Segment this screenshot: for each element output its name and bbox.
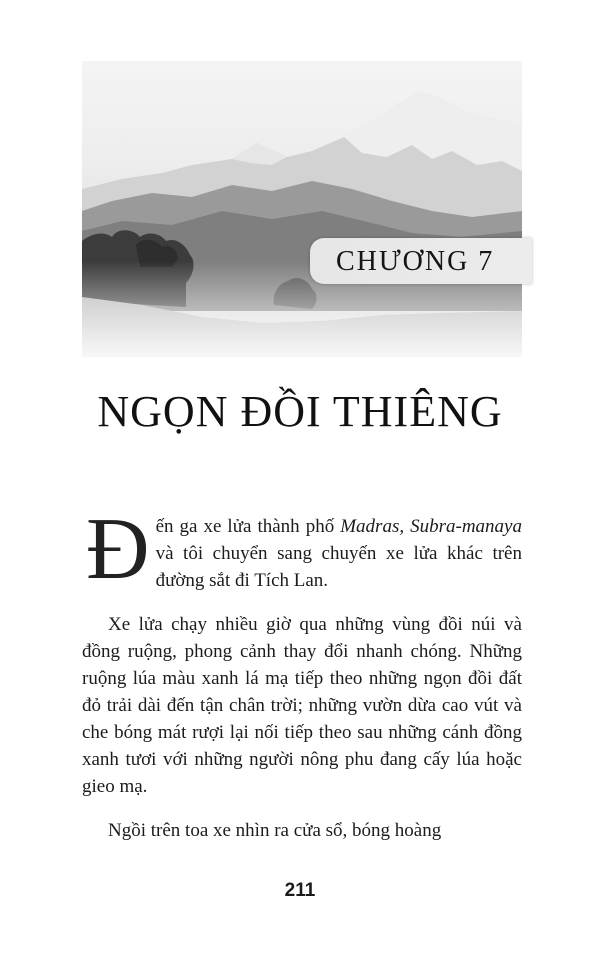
paragraph-3: Ngồi trên toa xe nhìn ra cửa sổ, bóng hoàng — [108, 820, 442, 841]
drop-cap: Đ — [86, 501, 150, 598]
body-text — [82, 480, 522, 844]
paragraph-1-text-b: và tôi chuyển sang chuyến xe lửa khác trên đường sắt đi Tích Lan. — [155, 543, 522, 591]
chapter-banner-image — [82, 61, 522, 357]
paragraph-1-italic: Madras, Subra-manaya — [340, 516, 522, 537]
mountain-landscape-illustration — [82, 61, 522, 357]
page-number: 211 — [284, 880, 316, 901]
paragraph-1 — [82, 480, 522, 598]
paragraph-1-text-a: ến ga xe lửa thành phố — [155, 516, 341, 537]
chapter-number: CHƯƠNG 7 — [336, 246, 495, 277]
paragraph-2: Xe lửa chạy nhiều giờ qua những vùng đồi núi và đồng ruộng, phong cảnh thay đổi nhanh chóng. Những ruộng lúa màu xanh lá mạ tiếp theo những ngọn đồi đất đỏ trải dài đến tận chân trời; những vườn dừa cao vút và che bóng mát rượi lại nối tiếp theo sau những cánh đồng xanh tươi với những người nông phu đang cấy lúa hoặc gieo mạ. — [82, 614, 522, 797]
chapter-title: NGỌN ĐỒI THIÊNG — [97, 387, 503, 436]
